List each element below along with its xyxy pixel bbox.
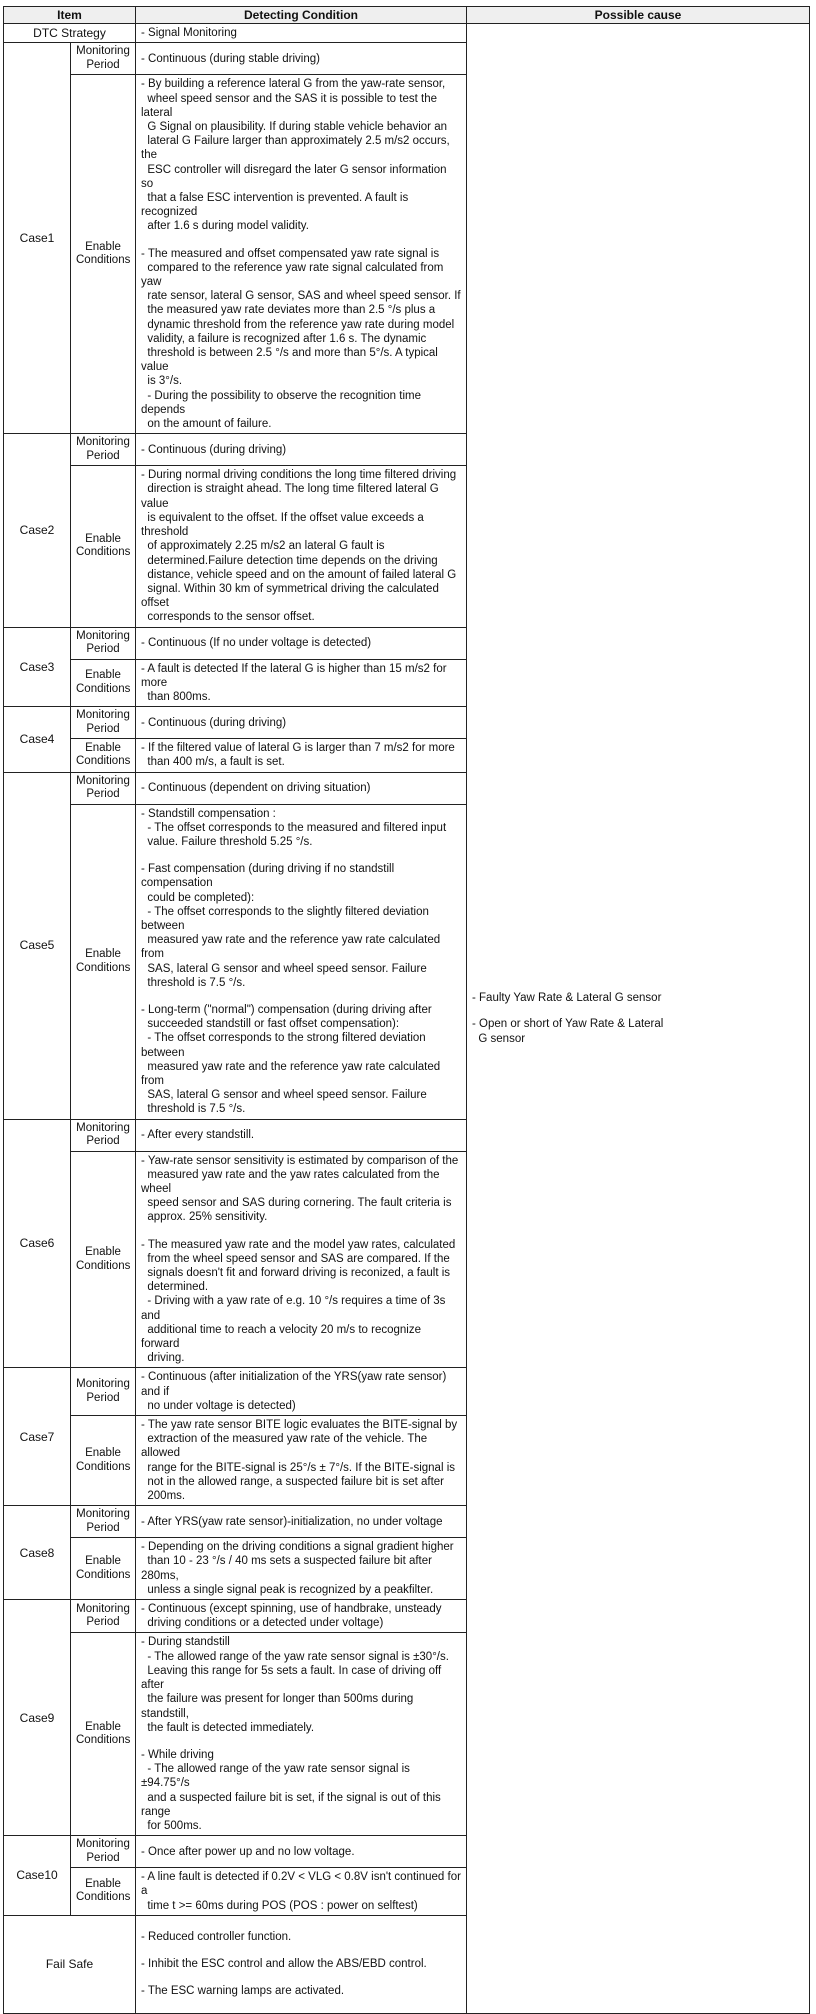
enable-conditions-value [136, 739, 467, 772]
monitoring-period-value [136, 1119, 467, 1151]
table-body [4, 24, 810, 2014]
case-name: Case7 [4, 1368, 71, 1506]
monitoring-text: - Continuous (except spinning, use of handbrake, unsteady driving conditions or a detected under voltage) [141, 1603, 442, 1630]
enable-conditions-value [136, 804, 467, 1119]
enable-paragraph: - Long-term ("normal") compensation (during driving after succeeded standstill or fast offset compensation): - The offset corresponds to the strong filtered deviation between measured yaw rate and the reference yaw rate calculated from SAS, lateral G sensor and wheel speed sensor. Failure threshold is 7.5 °/s. [141, 1003, 441, 1116]
enable-conditions-label: Enable Conditions [71, 804, 136, 1119]
monitoring-period-value [136, 1506, 467, 1538]
monitoring-text: - After every standstill. [141, 1128, 255, 1141]
enable-conditions-label: Enable Conditions [71, 1868, 136, 1916]
enable-conditions-value [136, 1868, 467, 1916]
possible-cause-list [472, 991, 804, 1046]
fail-safe-label: Fail Safe [4, 1915, 136, 2013]
monitoring-text: - Once after power up and no low voltage. [141, 1845, 355, 1858]
monitoring-period-value [136, 1368, 467, 1416]
enable-paragraph: - Standstill compensation : - The offset corresponds to the measured and filtered input value. Failure threshold 5.25 °/s. [141, 807, 447, 848]
header-cause: Possible cause [467, 7, 810, 24]
monitoring-text: - Continuous (If no under voltage is detected) [141, 636, 372, 649]
dtc-strategy-row [4, 24, 810, 43]
case-name: Case10 [4, 1836, 71, 1916]
fail-safe-item: - Inhibit the ESC control and allow the ABS/EBD control. [141, 1958, 427, 1971]
enable-conditions-label: Enable Conditions [71, 466, 136, 627]
enable-conditions-value [136, 1538, 467, 1600]
enable-paragraph: - While driving - The allowed range of the yaw rate sensor signal is ±94.75°/s and a suspected failure bit is set, if the signal is out of this range for 500ms. [141, 1748, 441, 1832]
monitoring-period-value [136, 434, 467, 466]
enable-conditions-value [136, 659, 467, 707]
dtc-table [3, 6, 810, 2014]
monitoring-period-value [136, 707, 467, 739]
case-name: Case3 [4, 627, 71, 707]
enable-paragraph: - The measured and offset compensated yaw rate signal is compared to the reference yaw rate signal calculated from yaw rate sensor, lateral G sensor, SAS and wheel speed sensor. If the measured yaw rate deviates more than 2.5 °/s plus a dynamic threshold from the reference yaw rate during model validity, a failure is recognized after 1.6 s. The dynamic threshold is between 2.5 °/s and more than 5°/s. A typical value is 3°/s. - During the possibility to observe the recognition time depends on the amount of failure. [141, 247, 461, 431]
monitoring-period-label: Monitoring Period [71, 627, 136, 659]
monitoring-text: - After YRS(yaw rate sensor)-initialization, no under voltage [141, 1515, 443, 1528]
enable-conditions-label: Enable Conditions [71, 659, 136, 707]
enable-paragraph: - If the filtered value of lateral G is larger than 7 m/s2 for more than 400 m/s, a fault is set. [141, 742, 455, 769]
case-name: Case5 [4, 772, 71, 1119]
case-name: Case8 [4, 1506, 71, 1600]
monitoring-text: - Continuous (during driving) [141, 443, 287, 456]
enable-paragraph: - A fault is detected If the lateral G is higher than 15 m/s2 for more than 800ms. [141, 662, 447, 703]
monitoring-period-label: Monitoring Period [71, 1506, 136, 1538]
monitoring-period-value [136, 1836, 467, 1868]
enable-conditions-value [136, 1151, 467, 1368]
dtc-strategy-value: - Signal Monitoring [136, 24, 467, 43]
enable-conditions-label: Enable Conditions [71, 1151, 136, 1368]
monitoring-text: - Continuous (during driving) [141, 716, 287, 729]
enable-conditions-value [136, 1416, 467, 1506]
enable-paragraph: - Yaw-rate sensor sensitivity is estimated by comparison of the measured yaw rate and the yaw rates calculated from the wheel speed sensor and SAS during cornering. The fault criteria is approx. 25% sensitivity. [141, 1154, 459, 1224]
dtc-strategy-label: DTC Strategy [4, 24, 136, 43]
header-item: Item [4, 7, 136, 24]
enable-conditions-label: Enable Conditions [71, 75, 136, 434]
monitoring-period-label: Monitoring Period [71, 434, 136, 466]
monitoring-period-label: Monitoring Period [71, 707, 136, 739]
enable-paragraph: - During standstill - The allowed range of the yaw rate sensor signal is ±30°/s. Leaving this range for 5s sets a fault. In case of driving off after the failure was present for longer than 500ms during standstill, the fault is detected immediately. [141, 1636, 449, 1734]
enable-paragraph: - Fast compensation (during driving if no standstill compensation could be completed): - The offset corresponds to the slightly filtered deviation between measured yaw rate and the reference yaw rate calculated from SAS, lateral G sensor and wheel speed sensor. Failure threshold is 7.5 °/s. [141, 863, 441, 989]
header-condition: Detecting Condition [136, 7, 467, 24]
enable-conditions-value [136, 466, 467, 627]
possible-cause-cell [467, 24, 810, 2014]
case-name: Case2 [4, 434, 71, 627]
header-row [4, 7, 810, 24]
possible-cause-item: - Faulty Yaw Rate & Lateral G sensor [472, 992, 662, 1005]
enable-conditions-value [136, 75, 467, 434]
monitoring-text: - Continuous (dependent on driving situation) [141, 781, 371, 794]
enable-paragraph: - During normal driving conditions the long time filtered driving direction is straight ahead. The long time filtered lateral G value is equivalent to the offset. If the offset value exceeds a threshold of approximately 2.25 m/s2 an lateral G fault is determined.Failure detection time depends on the driving distance, vehicle speed and on the amount of failed lateral G signal. Within 30 km of symmetrical driving the calculated offset corresponds to the sensor offset. [141, 469, 457, 624]
possible-cause-item: - Open or short of Yaw Rate & Lateral G sensor [472, 1018, 664, 1045]
enable-paragraph: - The measured yaw rate and the model yaw rates, calculated from the wheel speed sensor and SAS are compared. If the signals doesn't fit and forward driving is reconized, a fault is determined. - Driving with a yaw rate of e.g. 10 °/s requires a time of 3s and additional time to reach a velocity 20 m/s to recognize forward driving. [141, 1238, 456, 1365]
monitoring-period-value [136, 627, 467, 659]
enable-paragraph: - A line fault is detected if 0.2V < VLG < 0.8V isn't continued for a time t >= 60ms during POS (POS : power on selftest) [141, 1871, 461, 1912]
enable-paragraph: - By building a reference lateral G from the yaw-rate sensor, wheel speed sensor and the SAS it is possible to test the lateral G Signal on plausibility. If during stable vehicle behavior an lateral G Failure larger than approximately 2.5 m/s2 occurs, the ESC controller will disregard the later G sensor information so that a false ESC intervention is prevented. A fault is recognized after 1.6 s during model validity. [141, 78, 450, 233]
monitoring-period-value [136, 1600, 467, 1633]
monitoring-period-label: Monitoring Period [71, 1119, 136, 1151]
fail-safe-item: - Reduced controller function. [141, 1930, 292, 1943]
enable-conditions-value [136, 1633, 467, 1836]
monitoring-period-label: Monitoring Period [71, 1600, 136, 1633]
case-name: Case1 [4, 43, 71, 434]
enable-conditions-label: Enable Conditions [71, 1538, 136, 1600]
case-name: Case6 [4, 1119, 71, 1368]
enable-conditions-label: Enable Conditions [71, 1416, 136, 1506]
case-name: Case9 [4, 1600, 71, 1836]
enable-conditions-label: Enable Conditions [71, 1633, 136, 1836]
enable-paragraph: - Depending on the driving conditions a signal gradient higher than 10 - 23 °/s / 40 ms sets a suspected failure bit after 280ms, unless a single signal peak is recognized by a peakfilter. [141, 1541, 454, 1596]
monitoring-period-value [136, 772, 467, 804]
monitoring-period-label: Monitoring Period [71, 1368, 136, 1416]
monitoring-text: - Continuous (after initialization of the YRS(yaw rate sensor) and if no under voltage is detected) [141, 1371, 447, 1412]
enable-conditions-label: Enable Conditions [71, 739, 136, 772]
enable-paragraph: - The yaw rate sensor BITE logic evaluates the BITE-signal by extraction of the measured yaw rate of the vehicle. The allowed range for the BITE-signal is 25°/s ± 7°/s. If the BITE-signal is not in the allowed range, a suspected failure bit is set after 200ms. [141, 1419, 458, 1503]
case-name: Case4 [4, 707, 71, 772]
monitoring-period-value [136, 43, 467, 75]
monitoring-period-label: Monitoring Period [71, 772, 136, 804]
monitoring-period-label: Monitoring Period [71, 43, 136, 75]
monitoring-period-label: Monitoring Period [71, 1836, 136, 1868]
fail-safe-item: - The ESC warning lamps are activated. [141, 1985, 345, 1998]
fail-safe-value [136, 1915, 467, 2013]
monitoring-text: - Continuous (during stable driving) [141, 52, 320, 65]
